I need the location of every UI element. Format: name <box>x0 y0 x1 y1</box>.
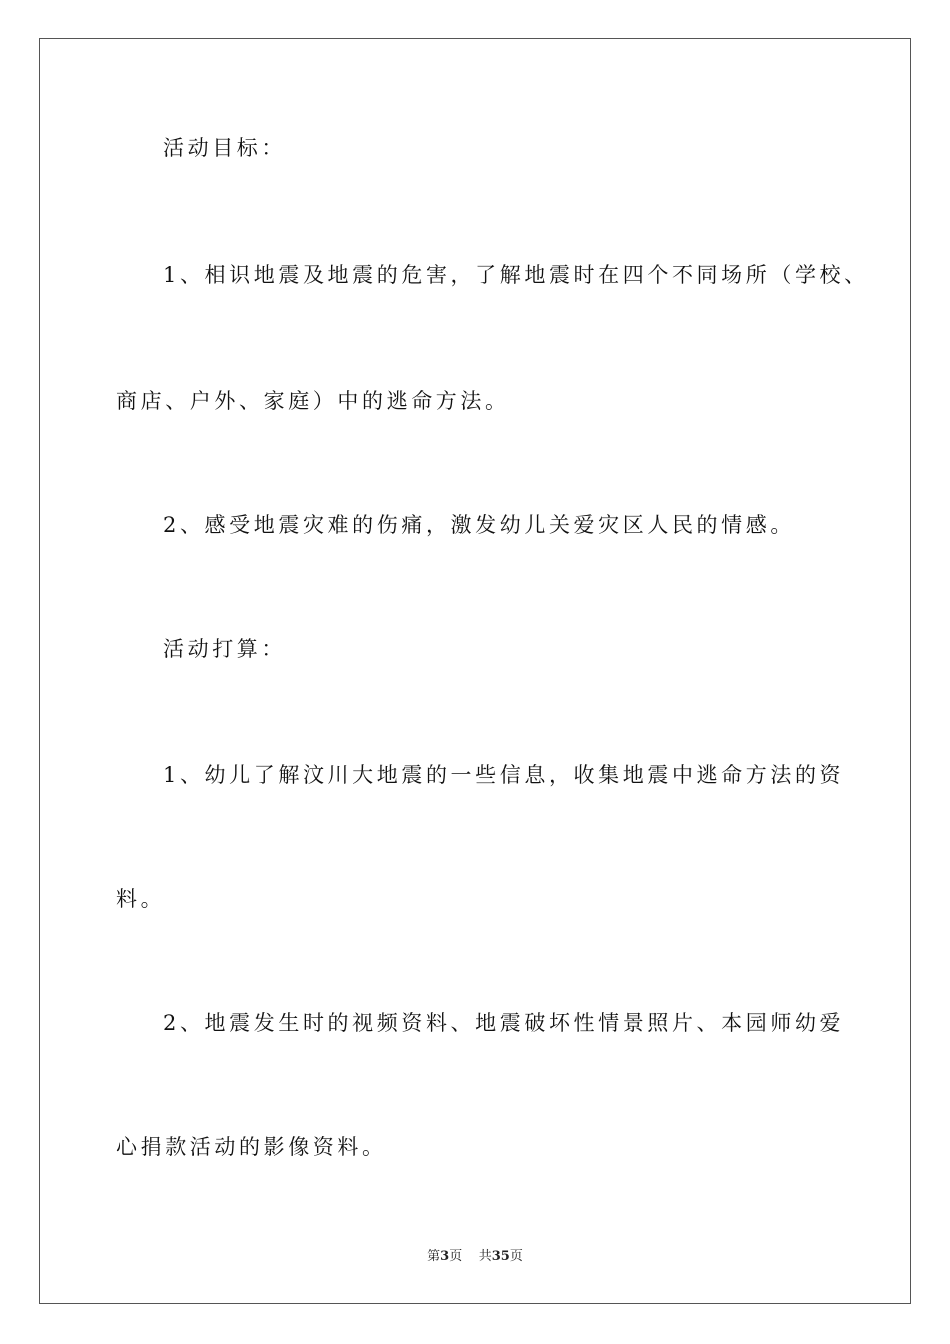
footer-total-unit: 页 <box>509 1249 523 1264</box>
paragraph-line: 2、感受地震灾难的伤痛，激发幼儿关爱灾区人民的情感。 <box>163 513 795 537</box>
footer-total-prefix: 共 <box>478 1249 492 1264</box>
paragraph-line: 1、相识地震及地震的危害，了解地震时在四个不同场所（学校、 <box>163 263 869 287</box>
paragraph-line: 心捐款活动的影像资料。 <box>116 1135 387 1159</box>
footer-page-current: 3 <box>440 1249 450 1264</box>
page-footer <box>0 1248 950 1266</box>
paragraph-line: 商店、户外、家庭）中的逃命方法。 <box>116 389 510 413</box>
section-heading-preparation: 活动打算： <box>163 637 286 661</box>
footer-page-total: 35 <box>491 1249 510 1264</box>
paragraph-line: 料。 <box>116 887 166 911</box>
footer-page-unit: 页 <box>449 1249 463 1264</box>
page-border <box>39 38 911 1304</box>
paragraph-line: 2、地震发生时的视频资料、地震破坏性情景照片、本园师幼爱 <box>163 1011 845 1035</box>
paragraph-line: 1、幼儿了解汶川大地震的一些信息，收集地震中逃命方法的资 <box>163 763 845 787</box>
footer-page-prefix: 第 <box>427 1249 441 1264</box>
section-heading-objectives: 活动目标： <box>163 136 286 160</box>
